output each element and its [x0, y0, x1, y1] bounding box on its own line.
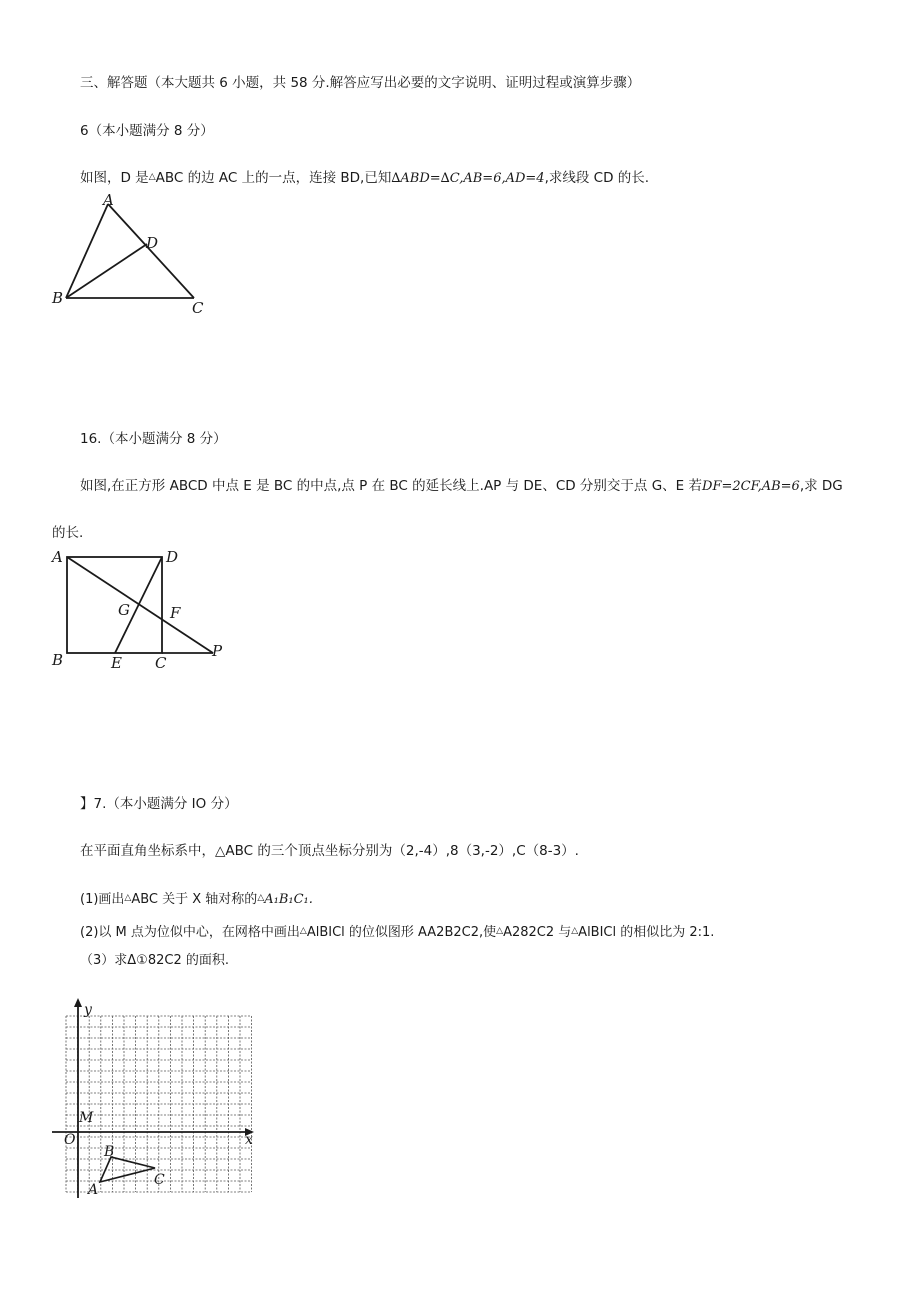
q17-p1-formula: A₁B₁C₁. — [264, 892, 313, 907]
q17-p2-b: AlBICl 的位似图形 AA2B2C2,使 — [306, 925, 497, 940]
section-header: 三、解答题（本大题共 6 小题，共 58 分.解答应写出必要的文字说明、证明过程或演算步骤） — [80, 75, 641, 91]
q17-p2-a: (2)以 M 点为位似中心，在网格中画出 — [80, 925, 300, 940]
q15-number: 6（本小题满分 8 分） — [80, 123, 214, 139]
label-e: E — [111, 654, 122, 672]
q16-text-b: ,求 DG — [799, 478, 843, 494]
label-d: D — [166, 548, 179, 566]
label-origin: O — [64, 1132, 76, 1148]
label-c: C — [192, 299, 204, 317]
label-b: B — [52, 289, 64, 307]
label-a: A — [88, 1182, 99, 1198]
q15-text — [80, 168, 649, 188]
q16-number: 16.（本小题满分 8 分） — [80, 431, 227, 447]
label-c: C — [155, 654, 167, 672]
q16-formula: DF=2CF,AB=6 — [702, 479, 800, 494]
triangle-symbol: △ — [148, 172, 156, 182]
q17-part2 — [80, 922, 714, 942]
q17-p2-c: A282C2 与 — [503, 925, 572, 940]
q17-number: 】7.（本小题满分 IO 分） — [80, 796, 238, 812]
q15-text-b: ABC 的边 AC 上的一点，连接 BD,已知 — [155, 170, 392, 186]
q17-intro: 在平面直角坐标系中，△ABC 的三个顶点坐标分别为（2,-4）,8（3,-2）,C（8-3）. — [80, 843, 579, 859]
q15-text-c: ,求线段 CD 的长. — [544, 170, 650, 186]
q17-p1-a: (1)画出 — [80, 892, 125, 907]
q17-p2-d: AlBICl 的相似比为 2:1. — [578, 925, 715, 940]
q15-formula: ∆ABD=∆C,AB=6,AD=4 — [391, 171, 545, 186]
label-a: A — [103, 192, 114, 209]
label-y: y — [84, 1002, 92, 1018]
triangle-abc — [100, 1157, 155, 1182]
q17-coordinate-grid — [48, 998, 268, 1208]
label-c: C — [154, 1172, 165, 1188]
triangle-symbol: △ — [571, 926, 579, 936]
q16-text-a: 如图,在正方形 ABCD 中点 E 是 BC 的中点,点 P 在 BC 的延长线上.AP 与 DE、CD 分别交于点 G、E 若 — [80, 478, 703, 494]
q15-triangle-figure — [48, 192, 228, 317]
q17-part3: （3）求Δ①82C2 的面积. — [80, 953, 229, 968]
q16-square-figure — [48, 544, 238, 674]
grid-lines — [66, 1016, 252, 1192]
q17-p1-b: ABC 关于 X 轴对称的 — [131, 892, 258, 907]
y-axis-arrow-icon — [74, 998, 82, 1007]
label-p: P — [212, 642, 223, 660]
label-b: B — [104, 1144, 115, 1160]
label-x: x — [245, 1132, 253, 1148]
q15-text-a: 如图，D 是 — [80, 170, 149, 186]
label-m: M — [79, 1110, 94, 1126]
label-a: A — [52, 548, 63, 566]
label-d: D — [146, 234, 159, 252]
triangle-symbol: △ — [496, 926, 504, 936]
segment-ap — [67, 557, 213, 653]
label-b: B — [52, 651, 64, 669]
q17-part1 — [80, 889, 313, 909]
q16-text — [80, 477, 843, 496]
triangle-symbol: △ — [257, 893, 265, 903]
label-f: F — [170, 604, 181, 622]
square-abcd — [67, 557, 162, 653]
triangle-symbol: △ — [299, 926, 307, 936]
q16-text-cont: 的长. — [52, 525, 84, 541]
label-g: G — [118, 601, 130, 619]
triangle-symbol: △ — [124, 893, 132, 903]
